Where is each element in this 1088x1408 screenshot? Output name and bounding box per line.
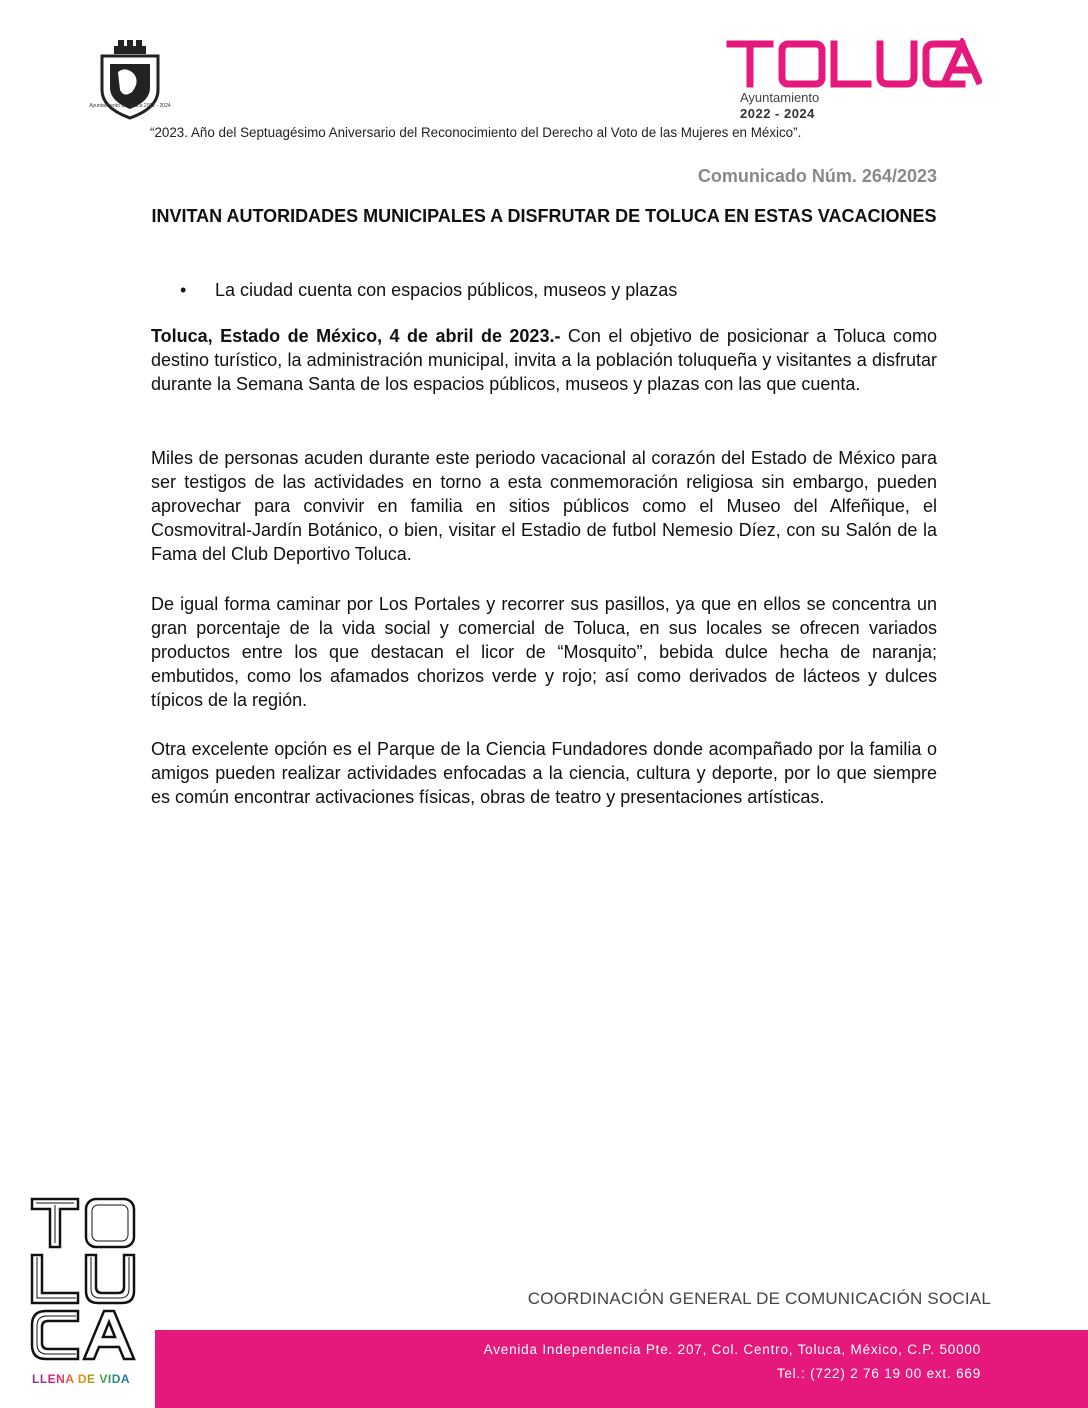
logo-years: 2022 - 2024 [740,106,815,121]
municipal-seal-icon [88,38,172,122]
footer-tagline-text: LLENA DE VIDA [32,1372,131,1386]
press-release-number: Comunicado Núm. 264/2023 [697,166,937,186]
footer-address: Avenida Independencia Pte. 207, Col. Centro, Toluca, México, C.P. 50000 [483,1342,981,1357]
coordination-label: COORDINACIÓN GENERAL DE COMUNICACIÓN SOCIAL [527,1289,991,1308]
paragraph: De igual forma caminar por Los Portales y recorrer sus pasillos, ya que en ellos se concentra un gran porcentaje de la vida social y comercial de Toluca, en sus locales se ofrecen variados productos entre los que destacan el licor de “Mosquito”, bebida dulce hecha de naranja; embutidos, como los afamados chorizos verde y rojo; así como derivados de lácteos y dulces típicos de la región. [151,594,937,710]
list-item: • La ciudad cuenta con espacios públicos, museos y plazas [180,278,677,302]
paragraph: Miles de personas acuden durante este periodo vacacional al corazón del Estado de México para ser testigos de las actividades en torno a esta conmemoración religiosa sin embargo, pueden aprovechar para convivir en familia en sitios públicos como el Museo del Alfeñique, el Cosmovitral-Jardín Botánico, o bien, visitar el Estadio de futbol Nemesio Díez, con su Salón de la Fama del Club Deportivo Toluca. [151,448,937,564]
paragraph: Otra excelente opción es el Parque de la Ciencia Fundadores donde acompañado por la familia o amigos pueden realizar actividades enfocadas a la ciencia, cultura y deporte, por lo que siempre es común encontrar activaciones físicas, obras de teatro y presentaciones artísticas. [151,739,937,807]
dateline: Toluca, Estado de México, 4 de abril de 2023.- [151,326,561,346]
highlight-list [180,278,677,302]
year-motto: “2023. Año del Septuagésimo Aniversario del Reconocimiento del Derecho al Voto de las Mujeres en México”. [150,125,802,140]
paragraph-text: Con el objetivo de posicionar a Toluca como destino turístico, la administración municipal, invita a la población toluqueña y visitantes a disfrutar durante la Semana Santa de los espacios públicos, museos y plazas con las que cuenta. [151,326,937,394]
footer-phone: Tel.: (722) 2 76 19 00 ext. 669 [776,1366,981,1381]
logo-subtitle: Ayuntamiento [740,90,820,105]
seal-caption: Ayuntamiento de Toluca 2022 - 2024 [89,103,171,109]
toluca-logo [726,38,982,88]
footer-toluca-logo [28,1195,140,1375]
footer-tagline [32,1372,130,1386]
paragraph [151,324,937,396]
headline: INVITAN AUTORIDADES MUNICIPALES A DISFRUTAR DE TOLUCA EN ESTAS VACACIONES [151,206,937,226]
